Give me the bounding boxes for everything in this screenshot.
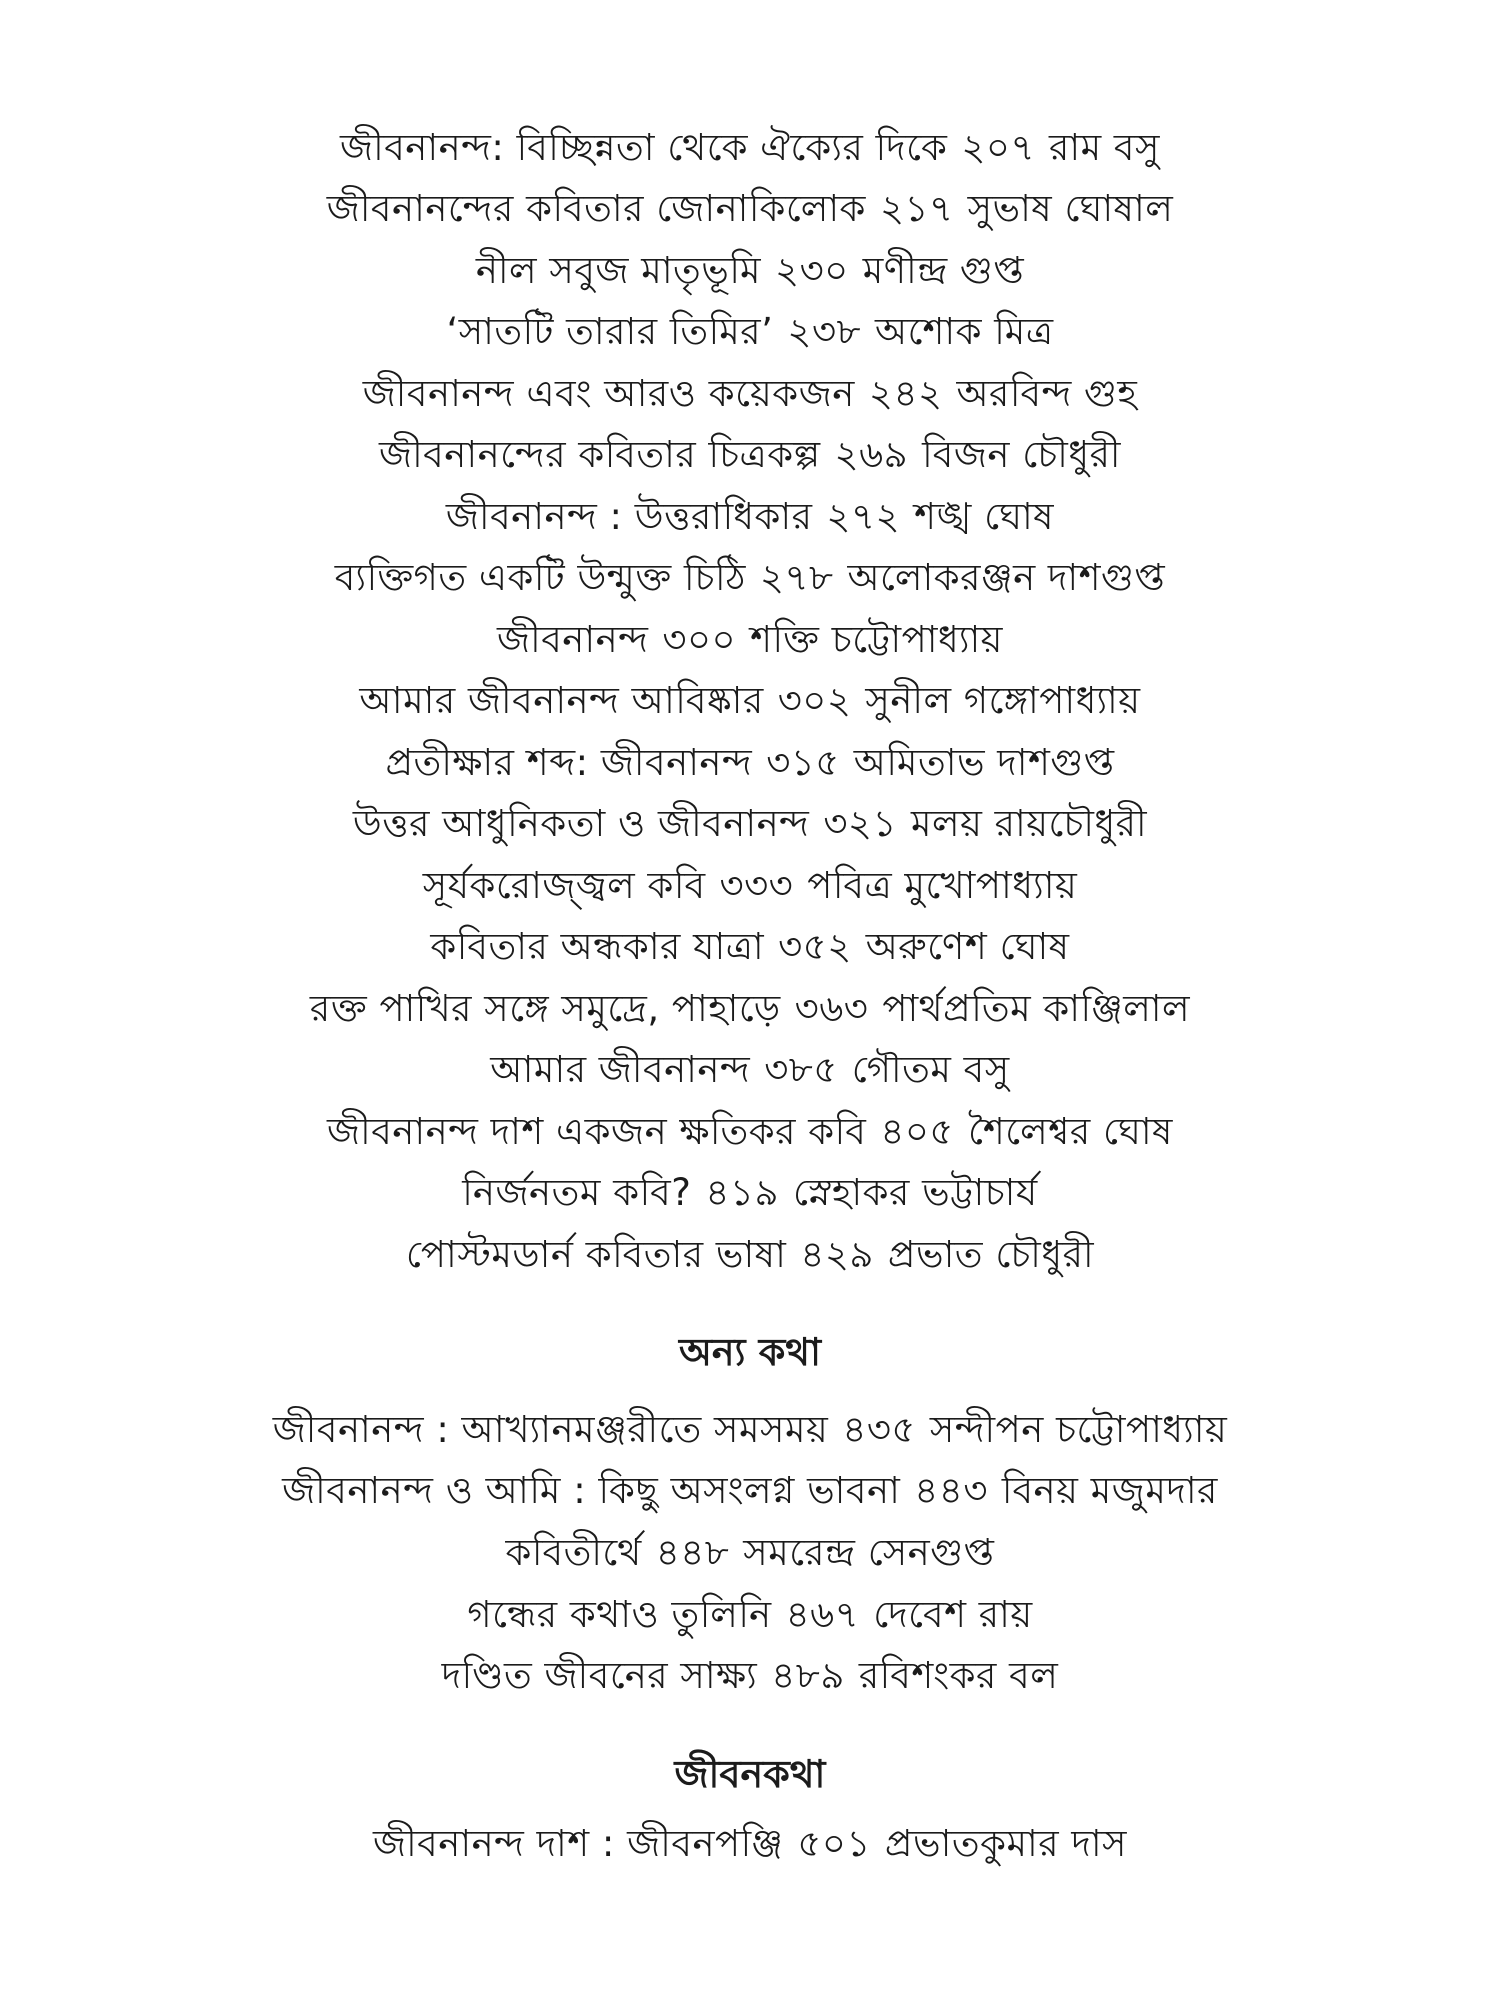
entry-page-number: ৩৩৩ [719, 864, 794, 907]
entry-author: শক্তি চট্টোপাধ্যায় [750, 618, 1003, 661]
toc-entry [0, 1163, 1500, 1223]
entry-author: শঙ্খ ঘোষ [914, 495, 1055, 538]
entry-title: জীবনানন্দের কবিতার চিত্রকল্প [378, 433, 821, 476]
entry-title: সূর্যকরোজ্জ্বল কবি [422, 864, 706, 907]
entry-title: জীবনানন্দ : উত্তরাধিকার [445, 495, 813, 538]
toc-entry [0, 610, 1500, 670]
entry-author: রাম বসু [1049, 126, 1160, 169]
toc-entry [0, 364, 1500, 424]
entry-author: সন্দীপন চট্টোপাধ্যায় [929, 1408, 1228, 1451]
entry-page-number: ২৭৮ [759, 556, 834, 599]
toc-entry [0, 179, 1500, 239]
entry-page-number: ৪৩৫ [842, 1408, 916, 1451]
entry-page-number: ৪৬৭ [785, 1593, 860, 1636]
entry-title: ব্যক্তিগত একটি উন্মুক্ত চিঠি [334, 556, 746, 599]
entry-page-number: ৩১৫ [766, 741, 840, 784]
entry-page-number: ৩৬৩ [794, 987, 869, 1030]
entry-author: বিনয় মজুমদার [1001, 1469, 1218, 1512]
toc-entry [0, 241, 1500, 301]
toc-entry [0, 979, 1500, 1039]
entry-author: প্রভাত চৌধুরী [887, 1233, 1095, 1276]
toc-entry [0, 1523, 1500, 1583]
entry-title: দণ্ডিত জীবনের সাক্ষ্য [441, 1654, 758, 1697]
entry-page-number: ২৬৯ [834, 433, 909, 476]
entry-title: উত্তর আধুনিকতা ও জীবনানন্দ [352, 802, 810, 845]
entry-author: অশোক মিত্র [875, 310, 1054, 353]
entry-page-number: ৪১৯ [705, 1171, 779, 1214]
entry-title: জীবনানন্দ: বিচ্ছিন্নতা থেকে ঐক্যের দিকে [340, 126, 948, 169]
toc-entry [0, 1040, 1500, 1100]
entry-author: দেবেশ রায় [873, 1593, 1033, 1636]
entry-author: রবিশংকর বল [858, 1654, 1059, 1697]
section-heading-life: জীবনকথা [674, 1752, 826, 1796]
entry-page-number: ৪৮৯ [771, 1654, 845, 1697]
entry-author: সুনীল গঙ্গোপাধ্যায় [865, 679, 1141, 722]
entry-title: পোস্টমডার্ন কবিতার ভাষা [405, 1233, 787, 1276]
toc-entry [0, 917, 1500, 977]
entry-title: জীবনানন্দের কবিতার জোনাকিলোক [326, 187, 866, 230]
entry-title: নির্জনতম কবি? [462, 1171, 692, 1214]
entry-title: আমার জীবনানন্দ [490, 1048, 751, 1091]
entry-title: প্রতীক্ষার শব্দ: জীবনানন্দ [385, 741, 753, 784]
entry-author: অলোকরঞ্জন দাশগুপ্ত [847, 556, 1166, 599]
entry-page-number: ২৩৮ [787, 310, 862, 353]
toc-entry [0, 856, 1500, 916]
entry-title: জীবনানন্দ এবং আরও কয়েকজন [362, 372, 855, 415]
toc-entry [0, 1646, 1500, 1706]
toc-entry [0, 794, 1500, 854]
entry-title: গন্ধের কথাও তুলিনি [467, 1593, 772, 1636]
entry-author: মলয় রায়চৌধুরী [910, 802, 1148, 845]
entry-title: কবিতীর্থে [505, 1531, 642, 1574]
entry-author: অমিতাভ দাশগুপ্ত [853, 741, 1115, 784]
entry-page-number: ২৪২ [868, 372, 943, 415]
entry-page-number: ৫০১ [797, 1822, 871, 1865]
toc-entry [0, 548, 1500, 608]
toc-entry [0, 302, 1500, 362]
entry-title: জীবনানন্দ দাশ : জীবনপঞ্জি [372, 1822, 784, 1865]
entry-title: জীবনানন্দ [497, 618, 649, 661]
entry-title: আমার জীবনানন্দ আবিষ্কার [359, 679, 764, 722]
entry-title: কবিতার অন্ধকার যাত্রা [430, 925, 765, 968]
entry-author: পবিত্র মুখোপাধ্যায় [807, 864, 1078, 907]
toc-entry [0, 1400, 1500, 1460]
entry-author: সমরেন্দ্র সেনগুপ্ত [743, 1531, 995, 1574]
toc-entry [0, 733, 1500, 793]
entry-title: রক্ত পাখির সঙ্গে সমুদ্রে, পাহাড়ে [309, 987, 781, 1030]
entry-author: অরবিন্দ গুহ [956, 372, 1138, 415]
toc-entry [0, 1585, 1500, 1645]
entry-author: মণীন্দ্র গুপ্ত [862, 249, 1025, 292]
entry-author: বিজন চৌধুরী [922, 433, 1122, 476]
entry-author: পার্থপ্রতিম কাঞ্জিলাল [882, 987, 1191, 1030]
entry-author: অরুণেশ ঘোষ [865, 925, 1070, 968]
entry-page-number: ৪৪৮ [655, 1531, 730, 1574]
entry-title: ‘সাতটি তারার তিমির’ [446, 310, 774, 353]
entry-page-number: ২৩০ [775, 249, 849, 292]
toc-entry [0, 1814, 1500, 1874]
entry-page-number: ৩২১ [823, 802, 897, 845]
entry-author: প্রভাতকুমার দাস [884, 1822, 1127, 1865]
toc-entry [0, 118, 1500, 178]
entry-page-number: ৪৪৩ [914, 1469, 988, 1512]
section-heading-other: অন্য কথা [678, 1330, 822, 1374]
toc-entry [0, 1225, 1500, 1285]
toc-entry [0, 671, 1500, 731]
toc-entry [0, 425, 1500, 485]
entry-page-number: ৩০০ [662, 618, 737, 661]
entry-page-number: ৩৮৫ [764, 1048, 838, 1091]
toc-entry [0, 1461, 1500, 1521]
entry-page-number: ৩৫২ [778, 925, 852, 968]
entry-page-number: ৪২৯ [800, 1233, 874, 1276]
entry-page-number: ২৭২ [826, 495, 901, 538]
entry-author: গৌতম বসু [851, 1048, 1010, 1091]
entry-title: জীবনানন্দ দাশ একজন ক্ষতিকর কবি [327, 1110, 867, 1153]
entry-author: স্নেহাকর ভট্টাচার্য [792, 1171, 1038, 1214]
entry-author: সুভাষ ঘোষাল [967, 187, 1174, 230]
entry-title: নীল সবুজ মাতৃভূমি [475, 249, 762, 292]
entry-title: জীবনানন্দ : আখ্যানমঞ্জরীতে সমসময় [272, 1408, 829, 1451]
entry-page-number: ২১৭ [879, 187, 954, 230]
toc-entry [0, 1102, 1500, 1162]
entry-page-number: ২০৭ [961, 126, 1036, 169]
entry-page-number: ৩০২ [777, 679, 852, 722]
entry-author: শৈলেশ্বর ঘোষ [967, 1110, 1173, 1153]
entry-title: জীবনানন্দ ও আমি : কিছু অসংলগ্ন ভাবনা [282, 1469, 901, 1512]
entry-page-number: ৪০৫ [880, 1110, 954, 1153]
toc-entry [0, 487, 1500, 547]
